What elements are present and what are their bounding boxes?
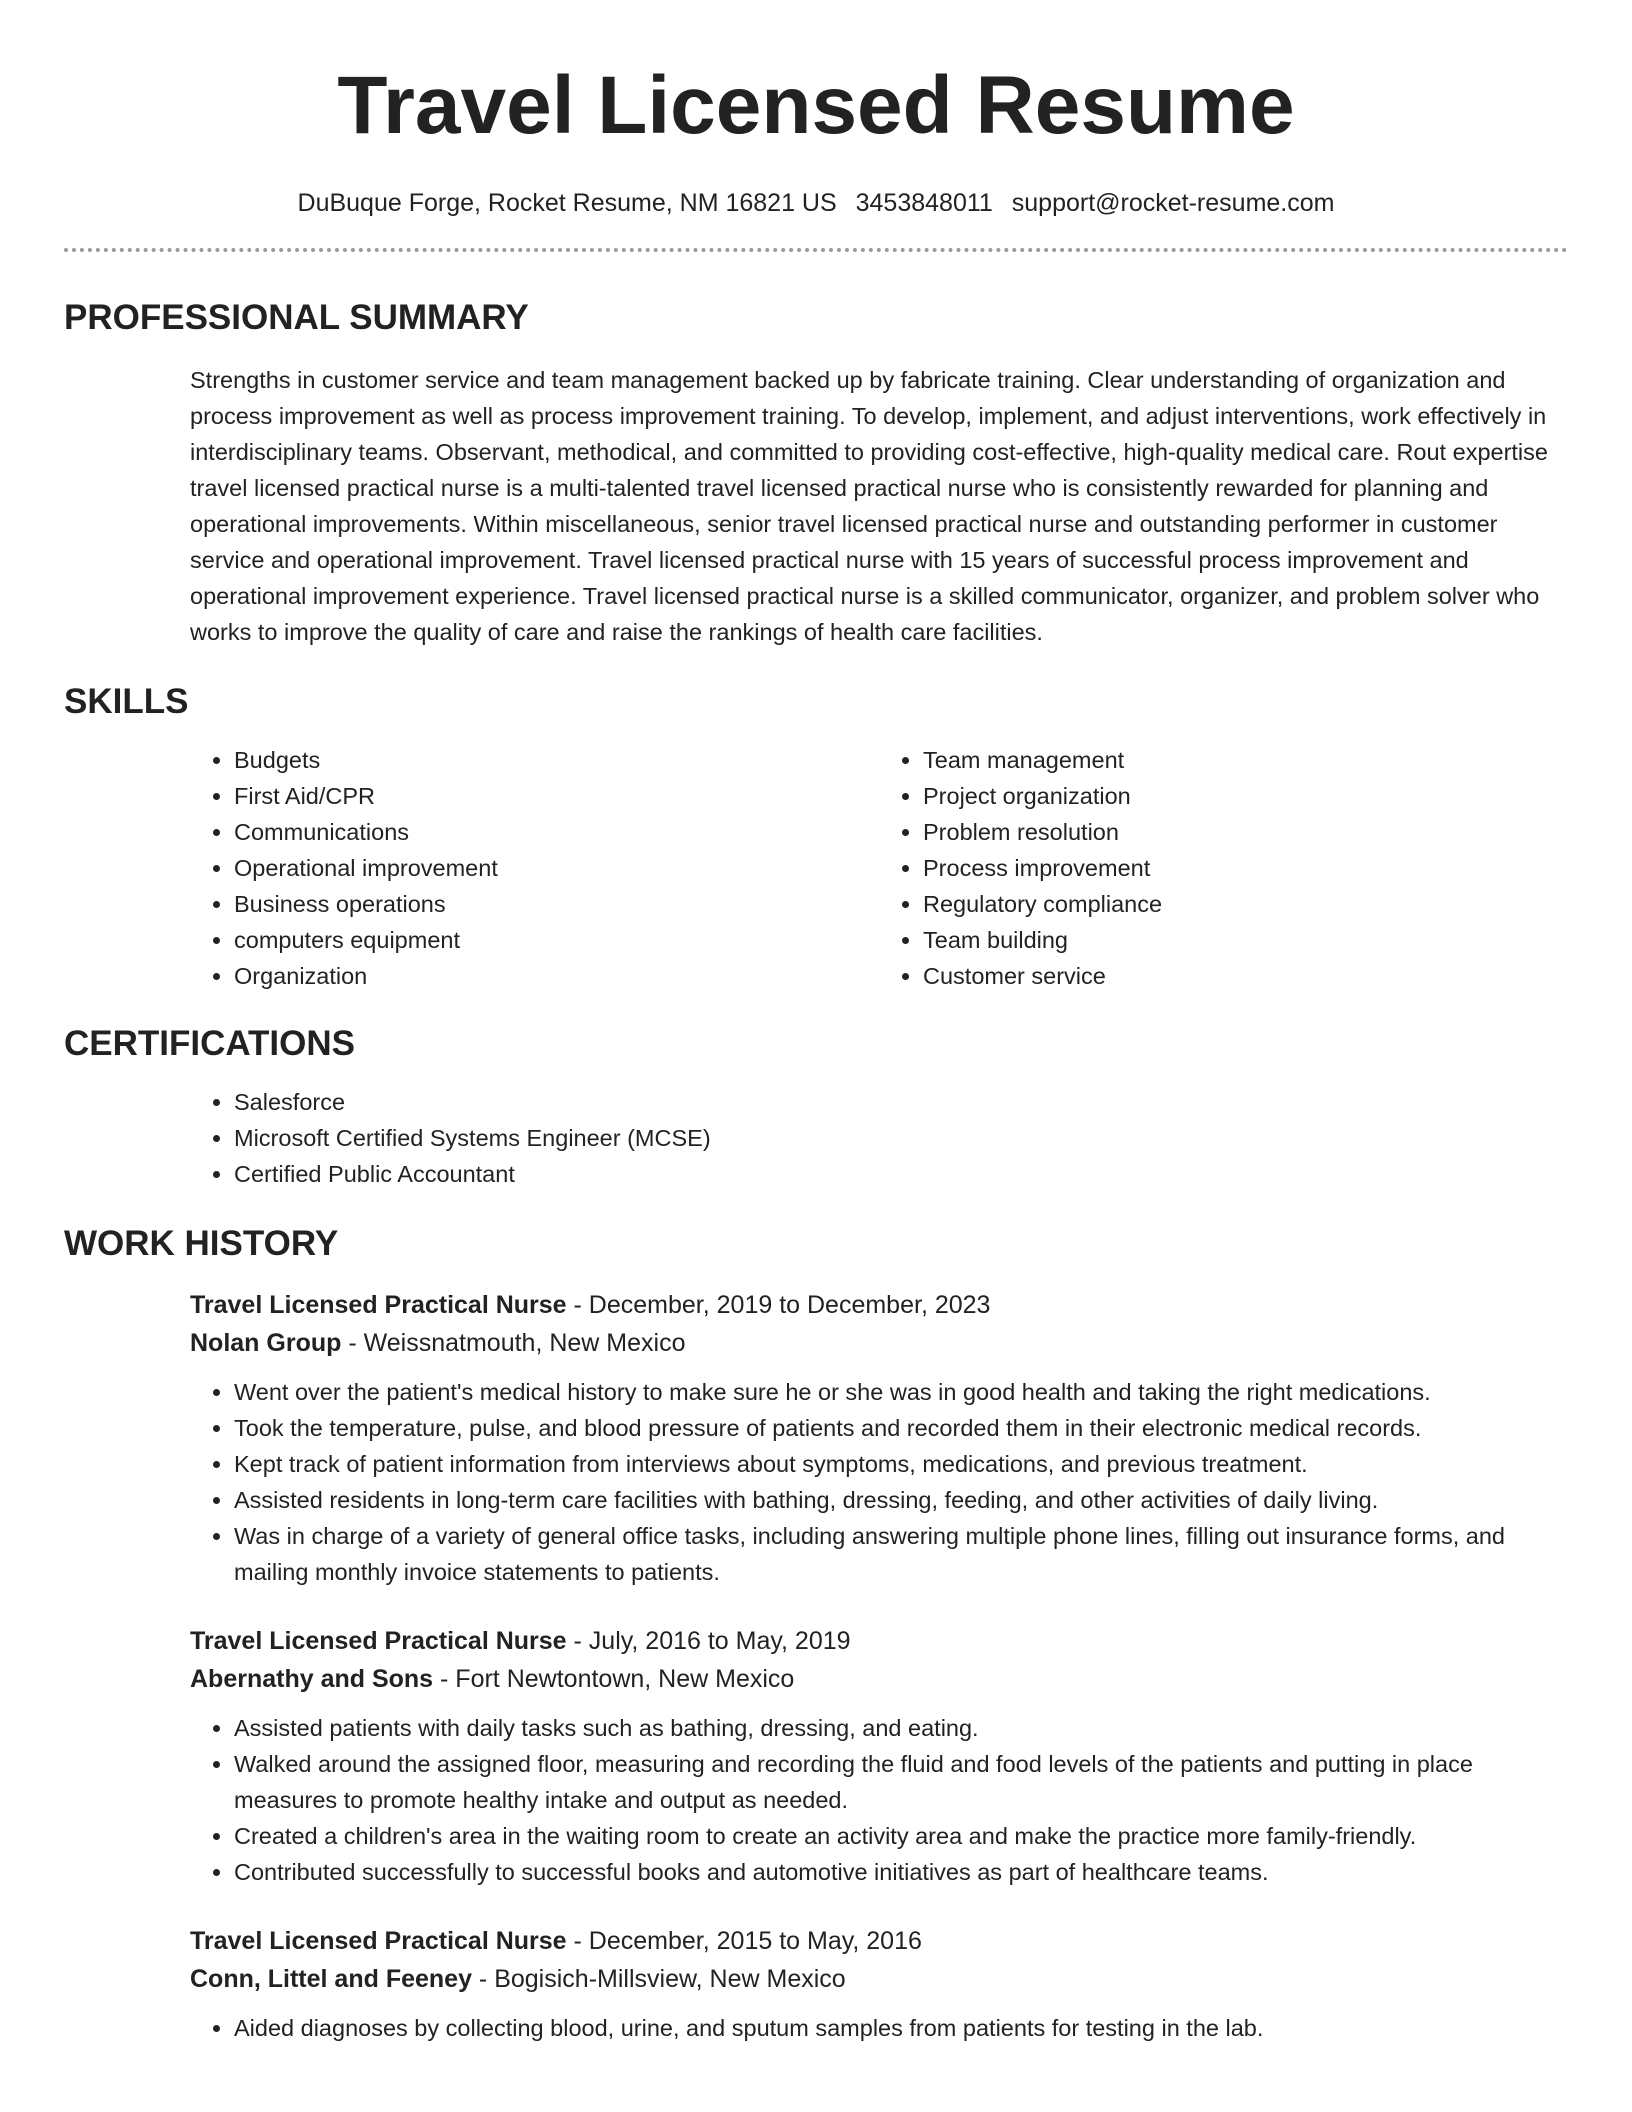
job-entry [190,1286,1568,1590]
job-bullet-list [190,1374,1568,1590]
skills-list-right [879,742,1568,994]
job-company: Nolan Group [190,1329,342,1357]
job-bullet: • Created a children's area in the waiting room to create an activity area and make the practice more family-friendly. [234,1818,1568,1854]
skill-item: • Problem resolution [923,814,1568,850]
job-bullet: • Walked around the assigned floor, measuring and recording the fluid and food levels of the patients and putting in place measures to promote healthy intake and output as needed. [234,1746,1568,1818]
job-company-line [190,1960,1568,1998]
skill-item: • Team management [923,742,1568,778]
job-bullet: • Assisted patients with daily tasks such as bathing, dressing, and eating. [234,1710,1568,1746]
section-title-work-history: WORK HISTORY [64,1224,339,1263]
contact-line [64,188,1568,218]
contact-phone: 3453848011 [855,189,993,217]
job-title-line [190,1922,1568,1960]
skill-item: • Process improvement [923,850,1568,886]
job-title: Travel Licensed Practical Nurse [190,1627,567,1655]
section-title-skills: SKILLS [64,682,189,721]
certifications-list [190,1084,1568,1192]
skill-item: • Regulatory compliance [923,886,1568,922]
job-title-line [190,1286,1568,1324]
resume-title: Travel Licensed Resume [337,60,1295,151]
job-location: - Fort Newtontown, New Mexico [433,1665,795,1693]
job-entry [190,1622,1568,1890]
job-title-line [190,1622,1568,1660]
job-company: Abernathy and Sons [190,1665,434,1693]
summary-text: Strengths in customer service and team management backed up by fabricate training. Clear understanding of organization and process improvement as well as process improvement training. To develop, implement, and adjust interventions, work effectively in interdisciplinary teams. Observant, methodical, and committed to providing cost-effective, high-quality medical care. Rout expertise travel licensed practical nurse is a multi-talented travel licensed practical nurse who is consistently rewarded for planning and operational improvements. Within miscellaneous, senior travel licensed practical nurse and outstanding performer in customer service and operational improvement. Travel licensed practical nurse with 15 years of successful process improvement and operational improvement experience. Travel licensed practical nurse is a skilled communicator, organizer, and problem solver who works to improve the quality of care and raise the rankings of health care facilities. [190,367,1548,645]
job-bullet: • Went over the patient's medical history to make sure he or she was in good health and taking the right medications. [234,1374,1568,1410]
job-dates: - December, 2019 to December, 2023 [566,1291,991,1319]
job-title: Travel Licensed Practical Nurse [190,1291,567,1319]
job-bullet-list [190,1710,1568,1890]
job-bullet: • Was in charge of a variety of general office tasks, including answering multiple phone lines, filling out insurance forms, and mailing monthly invoice statements to patients. [234,1518,1568,1590]
job-company-line [190,1324,1568,1362]
skill-item: • computers equipment [234,922,879,958]
job-entry [190,1922,1568,2046]
certification-item: • Certified Public Accountant [234,1156,1568,1192]
header-divider [64,248,1568,252]
section-title-summary: PROFESSIONAL SUMMARY [64,298,529,337]
job-bullet: • Kept track of patient information from interviews about symptoms, medications, and previous treatment. [234,1446,1568,1482]
skills-columns [190,742,1568,994]
section-title-certifications: CERTIFICATIONS [64,1024,356,1063]
job-title: Travel Licensed Practical Nurse [190,1927,567,1955]
certification-item: • Salesforce [234,1084,1568,1120]
job-dates: - July, 2016 to May, 2019 [566,1627,851,1655]
job-bullet: • Assisted residents in long-term care facilities with bathing, dressing, feeding, and other activities of daily living. [234,1482,1568,1518]
certifications-block [190,1084,1568,1192]
job-company-line [190,1660,1568,1698]
skill-item: • Organization [234,958,879,994]
contact-email: support@rocket-resume.com [1011,189,1335,217]
skill-item: • Team building [923,922,1568,958]
skill-item: • First Aid/CPR [234,778,879,814]
skill-item: • Project organization [923,778,1568,814]
job-bullet-list [190,2010,1568,2046]
job-bullet: • Contributed successfully to successful books and automotive initiatives as part of healthcare teams. [234,1854,1568,1890]
certification-item: • Microsoft Certified Systems Engineer (MCSE) [234,1120,1568,1156]
skill-item: • Customer service [923,958,1568,994]
job-location: - Weissnatmouth, New Mexico [341,1329,686,1357]
skill-item: • Communications [234,814,879,850]
job-dates: - December, 2015 to May, 2016 [566,1927,922,1955]
job-company: Conn, Littel and Feeney [190,1965,472,1993]
skills-list-left [190,742,879,994]
job-location: - Bogisich-Millsview, New Mexico [471,1965,846,1993]
job-bullet: • Aided diagnoses by collecting blood, urine, and sputum samples from patients for testing in the lab. [234,2010,1568,2046]
skill-item: • Business operations [234,886,879,922]
contact-address: DuBuque Forge, Rocket Resume, NM 16821 US [297,189,837,217]
skill-item: • Budgets [234,742,879,778]
skill-item: • Operational improvement [234,850,879,886]
job-bullet: • Took the temperature, pulse, and blood pressure of patients and recorded them in their electronic medical records. [234,1410,1568,1446]
